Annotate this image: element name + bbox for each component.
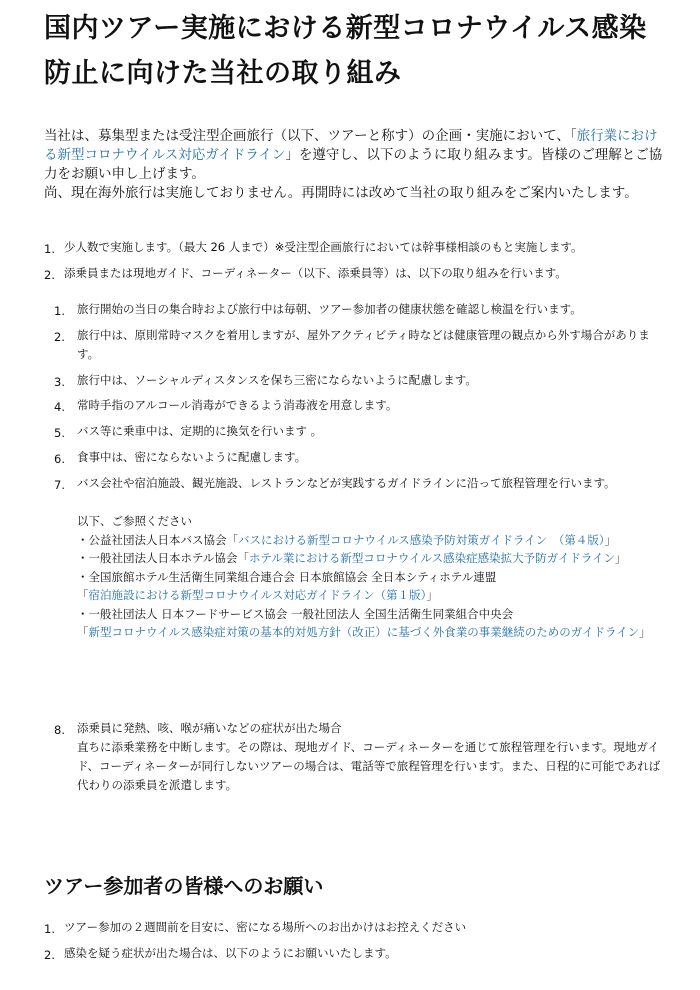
list-item: 添乗員または現地ガイド、コーディネーター（以下、添乗員等）は、以下の取り組みを行います。 [64, 266, 567, 280]
sub-list-number: 7. [54, 478, 65, 492]
list-number: 2. [44, 268, 55, 282]
reference-item [77, 549, 662, 568]
sub-list-number: 4. [54, 400, 65, 414]
sub-list-number: 8. [54, 723, 65, 737]
reference-org: ・一般社団法人日本ホテル協会「 [77, 551, 249, 565]
sub-list-number: 6. [54, 452, 65, 466]
list-item: ツアー参加の２週間前を目安に、密になる場所へのお出かけはお控えください [64, 920, 467, 934]
reference-item [77, 531, 662, 550]
sub-list-number: 2. [54, 330, 65, 344]
sub-list-item: 旅行中は、ソーシャルディスタンスを保ち三密にならないように配慮します。 [77, 373, 477, 387]
list-item: 少人数で実施します。（最大 26 人まで）※受注型企画旅行においては幹事様相談のもと実施します。 [64, 240, 583, 254]
intro-note: 尚、現在海外旅行は実施しておりません。再開時には改めて当社の取り組みをご案内いたします。 [44, 185, 638, 201]
reference-item [77, 586, 662, 605]
section-heading: ツアー参加者の皆様へのお願い [44, 874, 324, 898]
sub-list-item: バス等に乗車中は、定期的に換気を行います 。 [77, 424, 323, 438]
intro-text-before: 当社は、募集型または受注型企画旅行（以下、ツアーと称す）の企画・実施において、「 [44, 128, 577, 144]
reference-close: 」 [426, 588, 438, 602]
sub-list-number: 3. [54, 375, 65, 389]
reference-open: 「 [77, 625, 89, 639]
page-title: 国内ツアー実施における新型コロナウイルス感染防止に向けた当社の取り組み [44, 13, 647, 89]
sub-list-item [77, 719, 662, 795]
bus-guideline-link[interactable]: バスにおける新型コロナウイルス感染予防対策ガイドライン （第４版） [238, 532, 605, 547]
travel-guideline-link[interactable]: 旅行業における新型コロナウイルス対応ガイドライン [44, 128, 658, 163]
sub-list-item: 旅行中は、原則常時マスクを着用しますが、屋外アクティビティ時などは健康管理の観点から外す場合があります。 [77, 328, 650, 361]
sub-list-item: バス会社や宿泊施設、観光施設、レストランなどが実践するガイドラインに沿って旅程管理を行います。 [77, 476, 616, 490]
lodging-guideline-link[interactable]: 宿泊施設における新型コロナウイルス対応ガイドライン（第１版） [88, 588, 427, 602]
reference-close: 」 [614, 551, 627, 565]
references-intro: 以下、ご参照ください [77, 514, 192, 528]
reference-item [77, 623, 662, 642]
reference-org: ・一般社団法人 日本フードサービス協会 一般社団法人 全国生活衛生同業組合中央会 [77, 606, 514, 621]
intro [44, 127, 664, 203]
foodservice-guideline-link[interactable]: 新型コロナウイルス感染症対策の基本的対処方針（改正）に基づく外食業の事業継続のためのガイドライン [88, 625, 640, 639]
reference-open: 「 [77, 588, 89, 602]
hotel-guideline-link[interactable]: ホテル業における新型コロナウイルス感染症感染拡大予防ガイドライン [248, 551, 615, 565]
list-number: 1. [44, 242, 55, 256]
reference-org: ・全国旅館ホテル生活衛生同業組合連合会 日本旅館協会 全日本シティホテル連盟 [77, 569, 497, 584]
item8-body: 直ちに添乗業務を中断します。その際は、現地ガイド、コーディネーターを通じて旅程管理を行います。現地ガイド、コーディネーターが同行しないツアーの場合は、電話等で旅程管理を行います。また、日程的に可能であれば代わりの添乗員を派遣します。 [77, 740, 661, 792]
sub-list-number: 1. [54, 304, 65, 318]
reference-close: 」 [604, 532, 617, 547]
reference-close: 」 [639, 625, 651, 639]
sub-list-item: 常時手指のアルコール消毒ができるよう消毒液を用意します。 [77, 398, 398, 412]
item8-heading: 添乗員に発熱、咳、喉が痛いなどの症状が出た場合 [77, 721, 342, 735]
sub-list-item: 食事中は、密にならないように配慮します。 [77, 450, 307, 464]
intro-text-after: 」を遵守し、以下のように取り組みます。皆様のご理解とご協力をお願い申し上げます。 [44, 147, 663, 182]
list-number: 1. [44, 922, 55, 936]
sub-list-item: 旅行開始の当日の集合時および旅行中は毎朝、ツアー参加者の健康状態を確認し検温を行います。 [77, 302, 582, 316]
list-item: 感染を疑う症状が出た場合は、以下のようにお願いいたします。 [64, 946, 397, 960]
references [77, 512, 662, 642]
list-number: 2. [44, 948, 55, 962]
reference-org: ・公益社団法人日本バス協会「 [77, 532, 238, 547]
intro-paragraph [44, 127, 664, 184]
sub-list-number: 5. [54, 426, 65, 440]
